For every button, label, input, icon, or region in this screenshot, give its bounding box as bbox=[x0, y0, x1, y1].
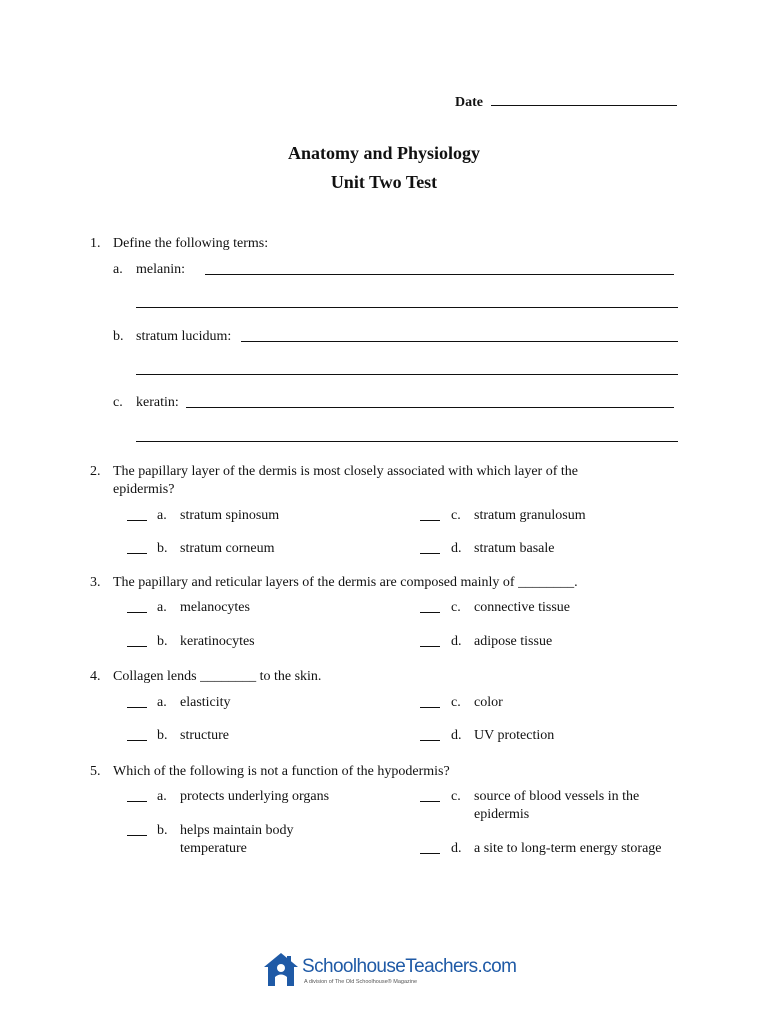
q4-a-letter: a. bbox=[157, 695, 167, 710]
q5-b-text-line2: temperature bbox=[180, 841, 247, 856]
q1-item-c-answer-line[interactable] bbox=[186, 407, 674, 408]
q2-c-letter: c. bbox=[451, 508, 461, 523]
q3-d-text: adipose tissue bbox=[474, 634, 553, 649]
q2-number: 2. bbox=[90, 464, 101, 479]
q3-b-text: keratinocytes bbox=[180, 634, 255, 649]
q3-b-blank[interactable] bbox=[127, 646, 147, 647]
q4-c-blank[interactable] bbox=[420, 707, 440, 708]
q1-item-c-answer-line-2[interactable] bbox=[136, 441, 678, 442]
q4-text: Collagen lends ________ to the skin. bbox=[113, 669, 322, 684]
q3-number: 3. bbox=[90, 575, 101, 590]
q1-item-a-answer-line[interactable] bbox=[205, 274, 674, 275]
q5-a-blank[interactable] bbox=[127, 801, 147, 802]
q3-d-letter: d. bbox=[451, 634, 462, 649]
q2-text-line1: The papillary layer of the dermis is most closely associated with which layer of the bbox=[113, 464, 578, 479]
q1-text: Define the following terms: bbox=[113, 236, 269, 251]
q5-c-text-line2: epidermis bbox=[474, 807, 530, 822]
q5-d-letter: d. bbox=[451, 841, 462, 856]
q3-c-blank[interactable] bbox=[420, 612, 440, 613]
logo-part2: Teachers.com bbox=[405, 956, 517, 977]
q1-item-c-letter: c. bbox=[113, 395, 123, 410]
q2-d-text: stratum basale bbox=[474, 541, 555, 556]
q2-a-letter: a. bbox=[157, 508, 167, 523]
q5-b-blank[interactable] bbox=[127, 835, 147, 836]
q1-item-b-answer-line-2[interactable] bbox=[136, 374, 678, 375]
q3-c-text: connective tissue bbox=[474, 600, 571, 615]
q3-a-text: melanocytes bbox=[180, 600, 250, 615]
date-label: Date bbox=[455, 95, 483, 110]
schoolhouse-logo-icon bbox=[262, 952, 300, 988]
q4-d-blank[interactable] bbox=[420, 740, 440, 741]
q5-c-letter: c. bbox=[451, 789, 461, 804]
q5-a-text: protects underlying organs bbox=[180, 789, 330, 804]
q1-number: 1. bbox=[90, 236, 101, 251]
q5-b-text-line1: helps maintain body bbox=[180, 823, 294, 838]
q2-b-blank[interactable] bbox=[127, 553, 147, 554]
q1-item-a-letter: a. bbox=[113, 262, 123, 277]
q1-item-a-term: melanin: bbox=[136, 262, 185, 277]
date-blank[interactable] bbox=[491, 93, 677, 106]
q5-c-blank[interactable] bbox=[420, 801, 440, 802]
q1-item-b-term: stratum lucidum: bbox=[136, 329, 232, 344]
q2-c-text: stratum granulosum bbox=[474, 508, 586, 523]
logo-part1: Schoolhouse bbox=[302, 956, 406, 977]
page-subtitle: Unit Two Test bbox=[330, 172, 438, 192]
q5-a-letter: a. bbox=[157, 789, 167, 804]
q5-d-blank[interactable] bbox=[420, 853, 440, 854]
q4-c-letter: c. bbox=[451, 695, 461, 710]
q4-a-text: elasticity bbox=[180, 695, 231, 710]
logo-tagline: A division of The Old Schoolhouse® Magazine bbox=[304, 979, 418, 985]
q2-b-text: stratum corneum bbox=[180, 541, 275, 556]
date-row bbox=[455, 93, 677, 111]
q4-c-text: color bbox=[474, 695, 503, 710]
q2-d-letter: d. bbox=[451, 541, 462, 556]
q3-text: The papillary and reticular layers of the dermis are composed mainly of ________. bbox=[113, 575, 578, 590]
q4-d-text: UV protection bbox=[474, 728, 555, 743]
q4-d-letter: d. bbox=[451, 728, 462, 743]
q5-b-letter: b. bbox=[157, 823, 168, 838]
q5-text: Which of the following is not a function of the hypodermis? bbox=[113, 764, 450, 779]
q2-a-text: stratum spinosum bbox=[180, 508, 280, 523]
q1-item-c-term: keratin: bbox=[136, 395, 179, 410]
q2-a-blank[interactable] bbox=[127, 520, 147, 521]
q4-number: 4. bbox=[90, 669, 101, 684]
q5-d-text: a site to long-term energy storage bbox=[474, 841, 662, 856]
q3-d-blank[interactable] bbox=[420, 646, 440, 647]
q1-item-b-answer-line[interactable] bbox=[241, 341, 678, 342]
logo-wordmark bbox=[302, 956, 516, 978]
q1-item-a-answer-line-2[interactable] bbox=[136, 307, 678, 308]
q5-number: 5. bbox=[90, 764, 101, 779]
footer-logo[interactable] bbox=[262, 952, 517, 992]
q2-b-letter: b. bbox=[157, 541, 168, 556]
q2-d-blank[interactable] bbox=[420, 553, 440, 554]
q2-c-blank[interactable] bbox=[420, 520, 440, 521]
page-title: Anatomy and Physiology bbox=[287, 143, 481, 163]
q3-b-letter: b. bbox=[157, 634, 168, 649]
q3-a-blank[interactable] bbox=[127, 612, 147, 613]
q3-a-letter: a. bbox=[157, 600, 167, 615]
q2-text-line2: epidermis? bbox=[113, 482, 175, 497]
q4-b-letter: b. bbox=[157, 728, 168, 743]
q3-c-letter: c. bbox=[451, 600, 461, 615]
q4-b-text: structure bbox=[180, 728, 229, 743]
q4-a-blank[interactable] bbox=[127, 707, 147, 708]
q1-item-b-letter: b. bbox=[113, 329, 124, 344]
q5-c-text-line1: source of blood vessels in the bbox=[474, 789, 640, 804]
q4-b-blank[interactable] bbox=[127, 740, 147, 741]
